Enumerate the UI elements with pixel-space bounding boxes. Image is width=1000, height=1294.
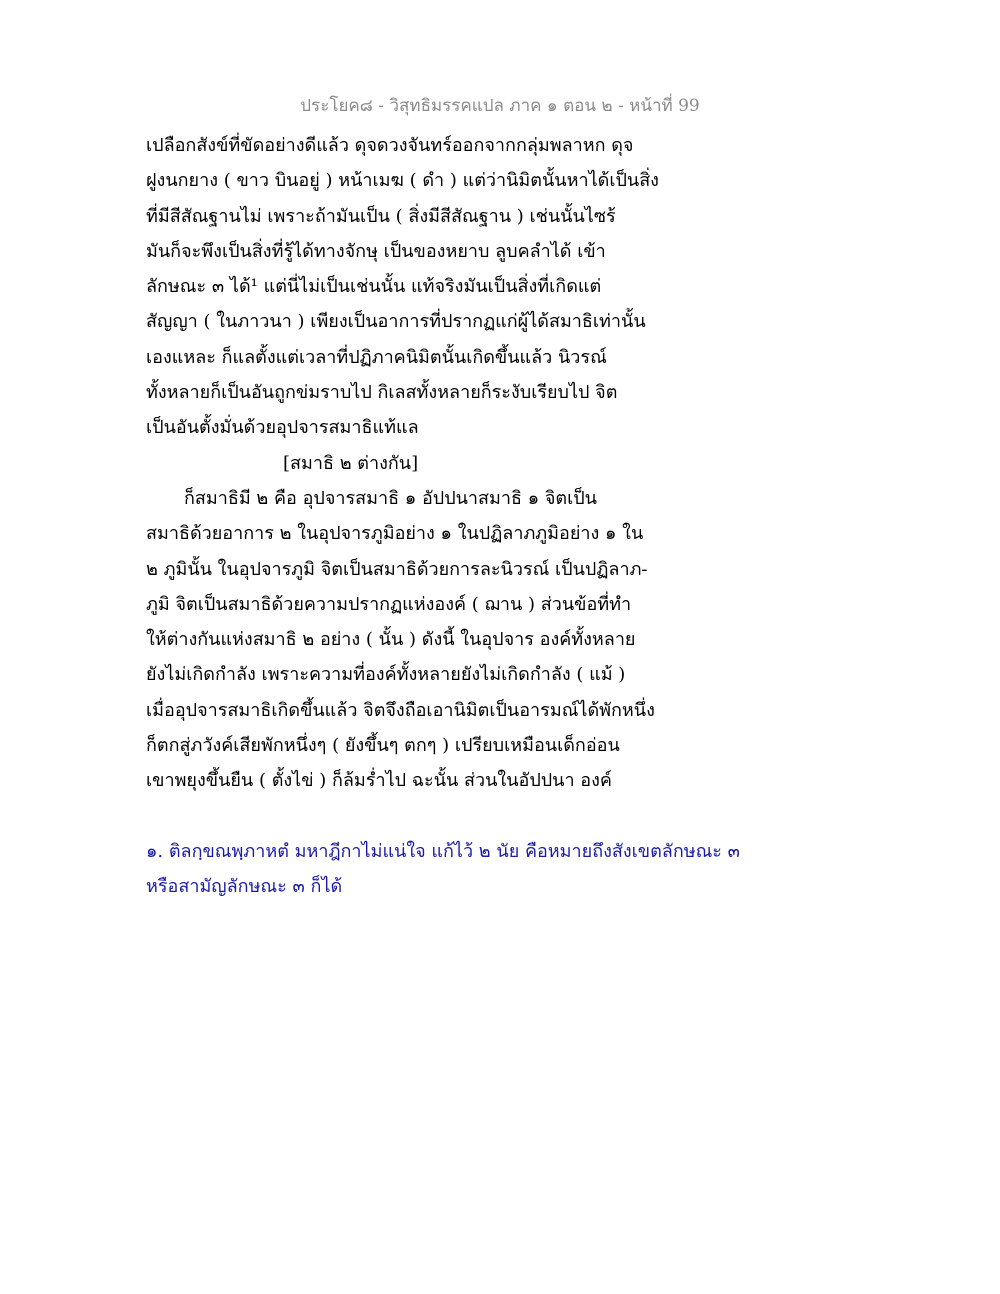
text-line: มันก็จะพึงเป็นสิ่งที่รู้ได้ทางจักษุ เป็นของหยาบ ลูบคลำได้ เข้า — [146, 240, 606, 262]
footnote-line: ๑. ติลกฺขณพฺภาหตํ มหาฎีกาไม่แน่ใจ แก้ไว้ ๒ นัย คือหมายถึงสังเขตลักษณะ ๓ — [146, 841, 740, 862]
text-line: ให้ต่างกันแห่งสมาธิ ๒ อย่าง ( นั้น ) ดังนี้ ในอุปจาร องค์ทั้งหลาย — [146, 629, 636, 651]
footnote-line: หรือสามัญลักษณะ ๓ ก็ได้ — [146, 876, 343, 897]
section-heading: [สมาธิ ๒ ต่างกัน] — [283, 452, 419, 474]
text-line: ยังไม่เกิดกำลัง เพราะความที่องค์ทั้งหลายยังไม่เกิดกำลัง ( แม้ ) — [146, 664, 626, 686]
text-line: ก็สมาธิมี ๒ คือ อุปจารสมาธิ ๑ อัปปนาสมาธิ ๑ จิตเป็น — [184, 487, 597, 509]
text-line: เปลือกสังข์ที่ขัดอย่างดีแล้ว ดุจดวงจันทร์ออกจากกลุ่มพลาหก ดุจ — [146, 135, 634, 156]
text-line: เป็นอันตั้งมั่นด้วยอุปจารสมาธิแท้แล — [146, 417, 419, 439]
text-line: เขาพยุงขึ้นยืน ( ตั้งไข่ ) ก็ล้มร่ำไป ฉะนั้น ส่วนในอัปปนา องค์ — [146, 770, 612, 792]
text-line: สัญญา ( ในภาวนา ) เพียงเป็นอาการที่ปรากฏแก่ผู้ได้สมาธิเท่านั้น — [146, 311, 646, 333]
text-line: ๒ ภูมินั้น ในอุปจารภูมิ จิตเป็นสมาธิด้วยการละนิวรณ์ เป็นปฏิลาภ- — [146, 558, 648, 580]
text-line: ภูมิ จิตเป็นสมาธิด้วยความปรากฏแห่งองค์ ( ฌาน ) ส่วนข้อที่ทำ — [146, 593, 632, 615]
text-line: เมื่ออุปจารสมาธิเกิดขึ้นแล้ว จิตจึงถือเอานิมิตเป็นอารมณ์ได้พักหนึ่ง — [146, 699, 655, 721]
text-line: ฝูงนกยาง ( ขาว บินอยู่ ) หน้าเมฆ ( ดำ ) แต่ว่านิมิตนั้นหาได้เป็นสิ่ง — [146, 170, 659, 192]
page-header: ประโยค๘ - วิสุทธิมรรคแปล ภาค ๑ ตอน ๒ - หน้าที่ 99 — [300, 96, 700, 116]
body-text — [146, 128, 786, 799]
text-line: ที่มีสีสัณฐานไม่ เพราะถ้ามันเป็น ( สิ่งมีสีสัณฐาน ) เช่นนั้นไซร้ — [146, 205, 616, 227]
footnote — [146, 834, 846, 904]
text-line: เองแหละ ก็แลตั้งแต่เวลาที่ปฏิภาคนิมิตนั้นเกิดขึ้นแล้ว นิวรณ์ — [146, 346, 607, 368]
text-line: สมาธิด้วยอาการ ๒ ในอุปจารภูมิอย่าง ๑ ในปฏิลาภภูมิอย่าง ๑ ใน — [146, 523, 644, 545]
text-line: ลักษณะ ๓ ได้¹ แต่นี่ไม่เป็นเช่นนั้น แท้จริงมันเป็นสิ่งที่เกิดแต่ — [146, 276, 602, 298]
text-line: ก็ตกสู่ภวังค์เสียพักหนึ่งๆ ( ยังขึ้นๆ ตกๆ ) เปรียบเหมือนเด็กอ่อน — [146, 735, 620, 757]
text-line: ทั้งหลายก็เป็นอันถูกข่มราบไป กิเลสทั้งหลายก็ระงับเรียบไป จิต — [146, 382, 618, 404]
